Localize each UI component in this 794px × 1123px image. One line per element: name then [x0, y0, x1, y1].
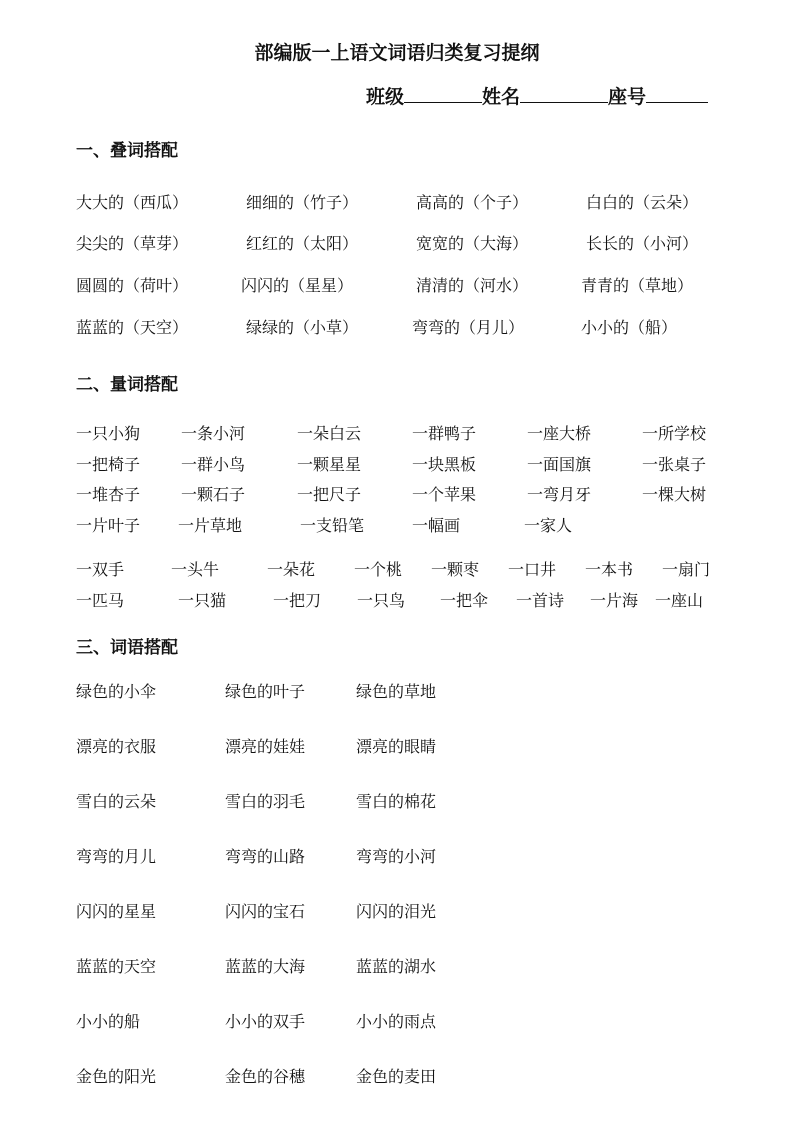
measure-word: 一朵花: [267, 560, 316, 579]
measure-word: 一条小河: [181, 424, 246, 443]
section-heading-measure-words: 二、量词搭配: [76, 375, 178, 395]
seat-blank[interactable]: [646, 84, 708, 103]
word-pair: 长长的（小河）: [586, 234, 699, 253]
measure-word: 一张桌子: [642, 455, 707, 474]
measure-word: 一只小狗: [76, 424, 141, 443]
student-info-line: [366, 82, 708, 109]
measure-word: 一匹马: [76, 591, 125, 610]
word-pair: 绿绿的（小草）: [246, 318, 359, 337]
word-pair: 尖尖的（草芽）: [76, 234, 189, 253]
phrase: 绿色的小伞: [76, 682, 157, 701]
measure-word: 一面国旗: [527, 455, 592, 474]
phrase: 小小的船: [76, 1012, 141, 1031]
section-heading-reduplicated: 一、叠词搭配: [76, 141, 178, 161]
phrase: 弯弯的小河: [356, 847, 437, 866]
phrase: 蓝蓝的湖水: [356, 957, 437, 976]
measure-word: 一片叶子: [76, 516, 141, 535]
measure-word: 一幅画: [412, 516, 461, 535]
word-pair: 白白的（云朵）: [586, 193, 699, 212]
measure-word: 一所学校: [642, 424, 707, 443]
measure-word: 一颗星星: [297, 455, 362, 474]
word-pair: 圆圆的（荷叶）: [76, 276, 189, 295]
phrase: 闪闪的泪光: [356, 902, 437, 921]
measure-word: 一个桃: [354, 560, 403, 579]
class-label: 班级: [366, 86, 405, 108]
name-label: 姓名: [482, 86, 521, 108]
word-pair: 弯弯的（月儿）: [412, 318, 525, 337]
phrase: 蓝蓝的天空: [76, 957, 157, 976]
measure-word: 一座大桥: [527, 424, 592, 443]
name-blank[interactable]: [520, 84, 608, 103]
phrase: 小小的雨点: [356, 1012, 437, 1031]
measure-word: 一棵大树: [642, 485, 707, 504]
measure-word: 一双手: [76, 560, 125, 579]
phrase: 金色的阳光: [76, 1067, 157, 1086]
phrase: 绿色的草地: [356, 682, 437, 701]
section-heading-phrases: 三、词语搭配: [76, 638, 178, 658]
measure-word: 一座山: [655, 591, 704, 610]
measure-word: 一个苹果: [412, 485, 477, 504]
measure-word: 一口井: [508, 560, 557, 579]
phrase: 弯弯的月儿: [76, 847, 157, 866]
phrase: 金色的麦田: [356, 1067, 437, 1086]
measure-word: 一头牛: [171, 560, 220, 579]
measure-word: 一颗枣: [431, 560, 480, 579]
phrase: 蓝蓝的大海: [225, 957, 306, 976]
measure-word: 一把伞: [440, 591, 489, 610]
measure-word: 一片草地: [178, 516, 243, 535]
word-pair: 细细的（竹子）: [246, 193, 359, 212]
page-title: 部编版一上语文词语归类复习提纲: [254, 42, 540, 64]
measure-word: 一只鸟: [357, 591, 406, 610]
phrase: 弯弯的山路: [225, 847, 306, 866]
measure-word: 一把椅子: [76, 455, 141, 474]
measure-word: 一群鸭子: [412, 424, 477, 443]
phrase: 漂亮的衣服: [76, 737, 157, 756]
measure-word: 一支铅笔: [300, 516, 365, 535]
measure-word: 一块黑板: [412, 455, 477, 474]
measure-word: 一弯月牙: [527, 485, 592, 504]
seat-label: 座号: [608, 86, 647, 108]
phrase: 闪闪的星星: [76, 902, 157, 921]
measure-word: 一只猫: [178, 591, 227, 610]
phrase: 绿色的叶子: [225, 682, 306, 701]
word-pair: 清清的（河水）: [416, 276, 529, 295]
word-pair: 高高的（个子）: [416, 193, 529, 212]
word-pair: 青青的（草地）: [581, 276, 694, 295]
word-pair: 宽宽的（大海）: [416, 234, 529, 253]
measure-word: 一堆杏子: [76, 485, 141, 504]
measure-word: 一本书: [585, 560, 634, 579]
phrase: 漂亮的眼睛: [356, 737, 437, 756]
measure-word: 一片海: [590, 591, 639, 610]
measure-word: 一把尺子: [297, 485, 362, 504]
measure-word: 一朵白云: [297, 424, 362, 443]
word-pair: 红红的（太阳）: [246, 234, 359, 253]
measure-word: 一首诗: [516, 591, 565, 610]
phrase: 雪白的羽毛: [225, 792, 306, 811]
phrase: 闪闪的宝石: [225, 902, 306, 921]
phrase: 小小的双手: [225, 1012, 306, 1031]
phrase: 雪白的云朵: [76, 792, 157, 811]
phrase: 漂亮的娃娃: [225, 737, 306, 756]
measure-word: 一颗石子: [181, 485, 246, 504]
word-pair: 小小的（船）: [581, 318, 678, 337]
word-pair: 蓝蓝的（天空）: [76, 318, 189, 337]
measure-word: 一把刀: [273, 591, 322, 610]
word-pair: 大大的（西瓜）: [76, 193, 189, 212]
class-blank[interactable]: [404, 84, 482, 103]
phrase: 金色的谷穗: [225, 1067, 306, 1086]
measure-word: 一扇门: [662, 560, 711, 579]
measure-word: 一群小鸟: [181, 455, 246, 474]
phrase: 雪白的棉花: [356, 792, 437, 811]
measure-word: 一家人: [524, 516, 573, 535]
word-pair: 闪闪的（星星）: [241, 276, 354, 295]
